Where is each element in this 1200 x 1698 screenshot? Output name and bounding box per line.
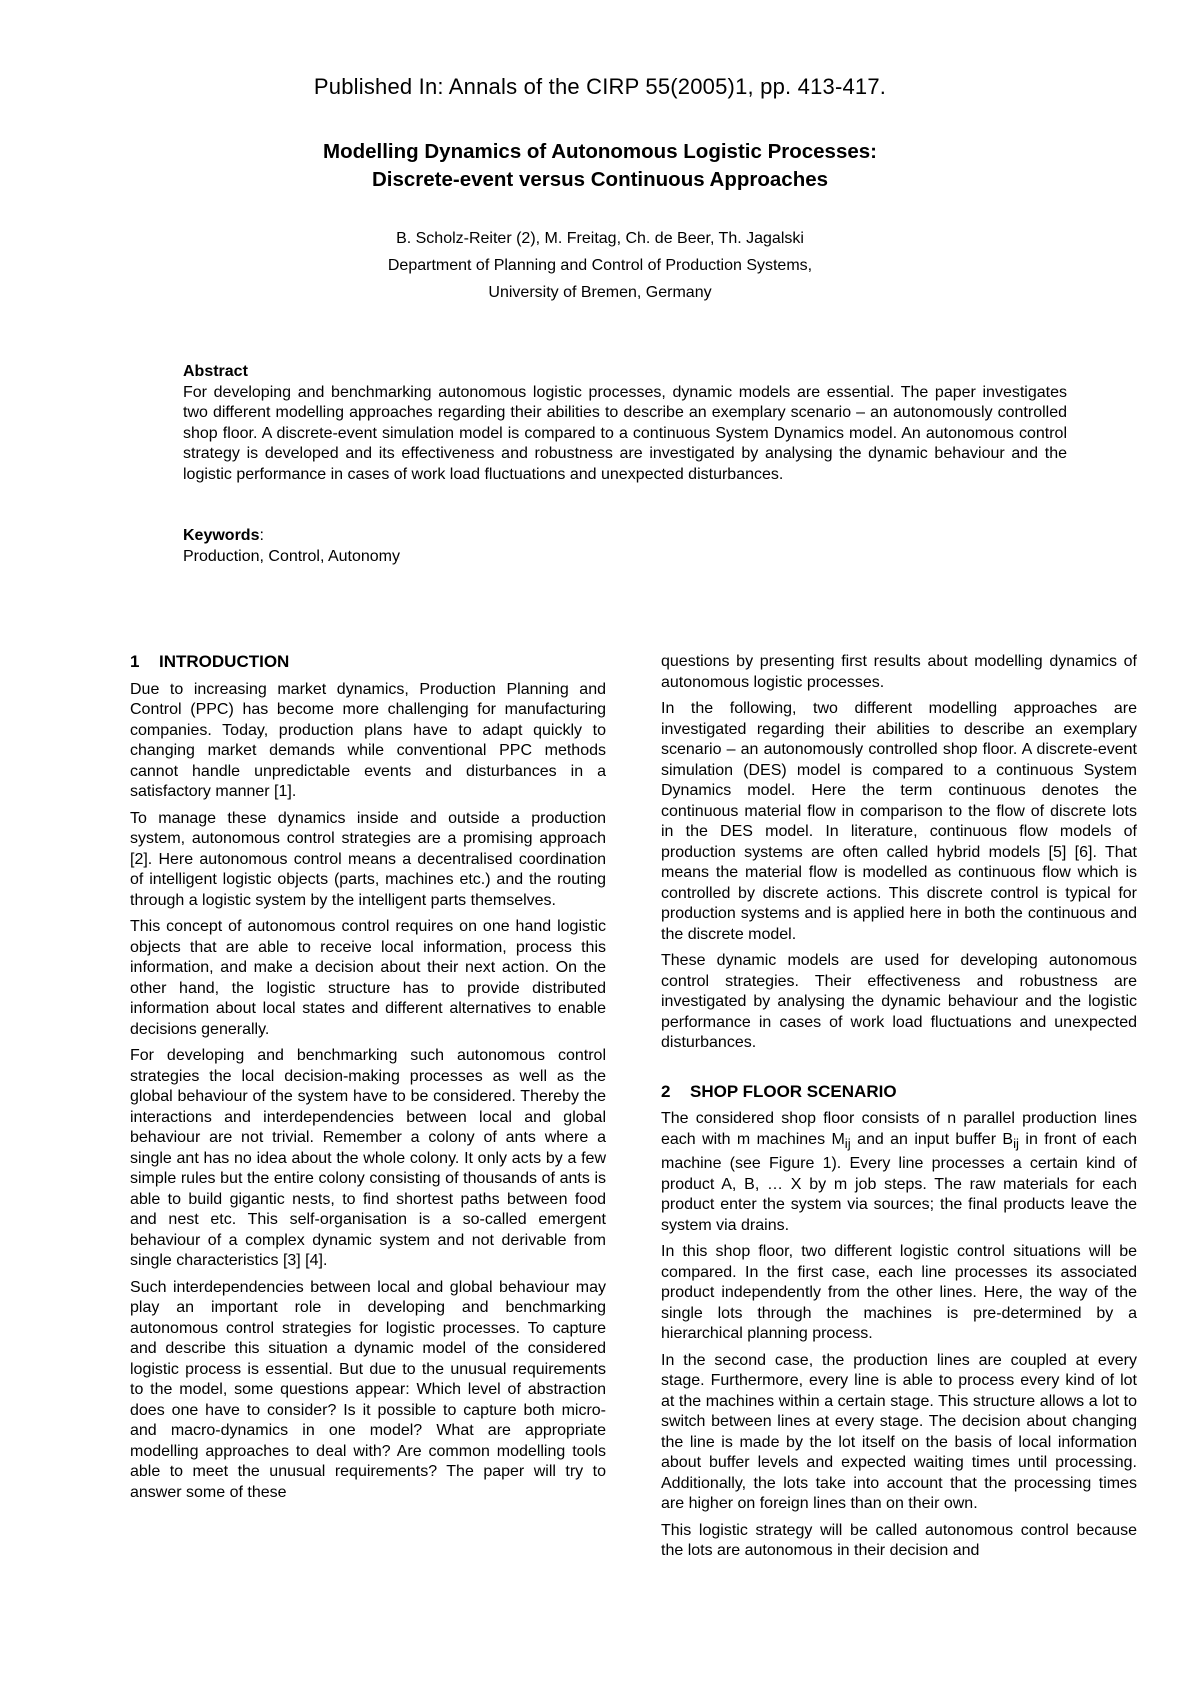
paragraph: In the following, two different modelling approaches are investigated regarding their abilities to describe an exemplary scenario – an autonomously controlled shop floor. A discrete-event simulation (DES) model is compared to a continuous System Dynamics model. Here the term continuous denotes the continuous material flow in comparison to the flow of discrete lots in the DES model. In literature, continuous flow models of production systems are often called hybrid models [5] [6]. That means the material flow is modelled as continuous flow which is controlled by discrete actions. This discrete control is typical for production systems and is applied here in both the continuous and the discrete model. [661,700,1137,943]
keywords-colon: : [259,527,264,544]
title-line-1: Modelling Dynamics of Autonomous Logistic Processes: [323,140,877,163]
paper-title [0,138,1200,194]
section-title: SHOP FLOOR SCENARIO [690,1081,897,1101]
paragraph: This logistic strategy will be called autonomous control because the lots are autonomous in their decision and [661,1521,1137,1560]
abstract-heading: Abstract [183,363,248,380]
title-line-2: Discrete-event versus Continuous Approaches [371,168,829,191]
paragraph: In this shop floor, two different logistic control situations will be compared. In the first case, each line processes its associated product independently from the other lines. Here, the way of the single lots through the machines is pre-determined by a hierarchical planning process. [661,1243,1137,1343]
affiliation-department: Department of Planning and Control of Production Systems, [387,257,813,274]
paragraph: These dynamic models are used for developing autonomous control strategies. Their effectiveness and robustness are investigated by analysing the dynamic behaviour and the logistic performance in cases of work load fluctuations and unexpected disturbances. [661,952,1137,1051]
section-heading-shop-floor [661,1082,1137,1103]
paragraph: Due to increasing market dynamics, Production Planning and Control (PPC) has become more challenging for manufacturing companies. Today, production plans have to adapt quickly to changing market demands while conventional PPC methods cannot handle unpredictable events and disturbances in a satisfactory manner [1]. [130,680,606,800]
section-title: INTRODUCTION [159,652,290,671]
section-number: 1 [130,652,140,671]
paragraph: This concept of autonomous control requires on one hand logistic objects that are able to receive local information, process this information, and make a decision about their next action. On the other hand, the logistic structure has to provide distributed information about local states and different alternatives to enable decisions generally. [130,918,606,1038]
section-heading-introduction [130,652,606,673]
abstract-text: For developing and benchmarking autonomous logistic processes, dynamic models are essential. The paper investigates two different modelling approaches regarding their abilities to describe an exemplary scenario – an autonomously controlled shop floor. A discrete-event simulation model is compared to a continuous System Dynamics model. An autonomous control strategy is developed and its effectiveness and robustness are investigated by analysing the dynamic behaviour and the logistic performance in cases of work load fluctuations and unexpected disturbances. [183,383,1067,483]
paragraph: In the second case, the production lines are coupled at every stage. Furthermore, every line is able to process every kind of lot at the machines within a certain stage. This structure allows a lot to switch between lines at every stage. The decision about changing the line is made by the lot itself on the basis of local information about buffer levels and expected waiting times until processing. Additionally, the lots take into account that the processing times are higher on foreign lines than on their own. [661,1351,1137,1513]
paragraph: For developing and benchmarking such autonomous control strategies the local decision-making processes as well as the global behaviour of the system have to be considered. Thereby the interactions and interdependencies between local and global behaviour are not trivial. Remember a colony of ants where a single ant has no idea about the whole colony. It only acts by a few simple rules but the entire colony consisting of thousands of ants is able to build gigantic nests, to find shortest paths between food and nest etc. This self-organisation is a so-called emergent behaviour of a complex dynamic system and not derivable from single characteristics [3] [4]. [130,1047,606,1269]
publication-info: Published In: Annals of the CIRP 55(2005)1, pp. 413-417. [313,74,887,99]
abstract [183,362,1067,486]
subscript: ij [1013,1135,1020,1151]
keywords [183,525,1067,567]
author-block [0,225,1200,306]
right-column [661,652,1137,1568]
keywords-heading: Keywords [183,527,260,544]
paragraph: To manage these dynamics inside and outside a production system, autonomous control strategies are a promising approach [2]. Here autonomous control means a decentralised coordination of intelligent logistic objects (parts, machines etc.) and the routing through a logistic system by the intelligent parts themselves. [130,809,606,909]
subscript: ij [844,1135,851,1151]
paragraph: The considered shop floor consists of n parallel production lines each with m machines $M_{ij}$ and an input buffer $B_{ij}$ in front of each machine (see Figure 1). Every line processes a certain kind of product A, B, … X by m job steps. The raw materials for each product enter the system via sources; the final products leave the system via drains. [661,1110,1138,1234]
author-names: B. Scholz-Reiter (2), M. Freitag, Ch. de Beer, Th. Jagalski [396,230,804,247]
keywords-text: Production, Control, Autonomy [183,548,401,565]
paragraph: Such interdependencies between local and global behaviour may play an important role in developing and benchmarking autonomous control strategies for logistic processes. To capture and describe this situation a dynamic model of the considered logistic process is essential. But due to the unusual requirements to the model, some questions appear: Which level of abstraction does one have to consider? Is it possible to capture both micro- and macro-dynamics in one model? What are appropriate modelling approaches to deal with? Are common modelling tools able to meet the unusual requirements? The paper will try to answer some of these [130,1278,606,1501]
left-column [130,652,606,1509]
affiliation-university: University of Bremen, Germany [488,284,712,301]
paragraph: questions by presenting first results about modelling dynamics of autonomous logistic processes. [661,653,1137,691]
section-number: 2 [661,1081,671,1101]
section-spacer [661,1060,1137,1082]
